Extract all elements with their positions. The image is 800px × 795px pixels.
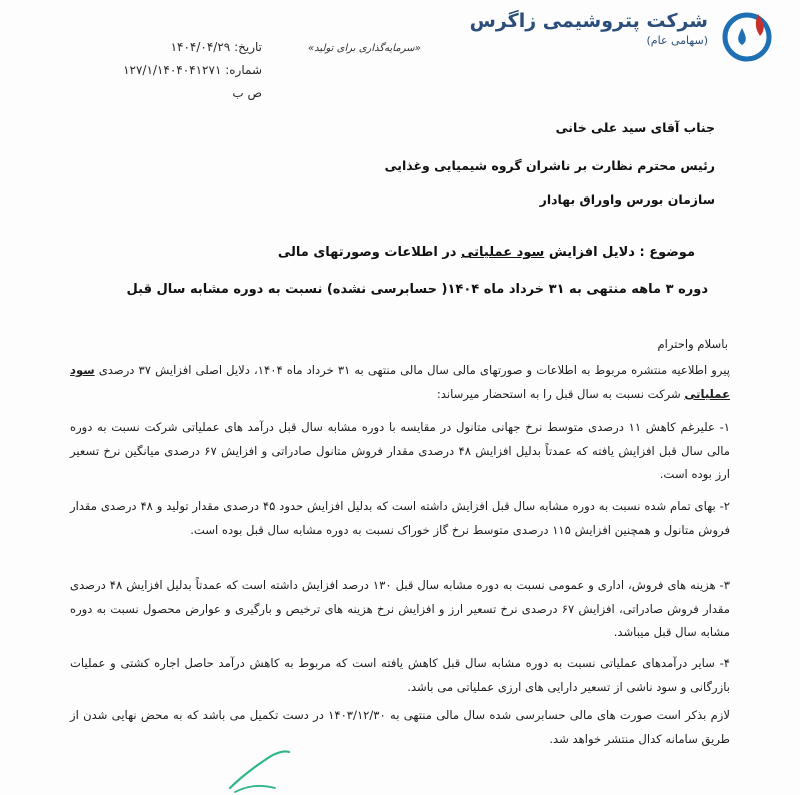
- letter-meta: [112, 36, 262, 105]
- intro-text-1: پیرو اطلاعیه منتشره مربوط به اطلاعات و صورتهای مالی سال مالی منتهی به ۳۱ خرداد ماه ۱۴۰۴، دلایل اصلی افزایش ۳۷ درصدی: [98, 363, 731, 377]
- slogan: «سرمایه‌گذاری برای تولید»: [308, 43, 421, 54]
- intro-paragraph: [70, 359, 730, 406]
- intro-bold: سود عملیاتی: [70, 363, 730, 401]
- company-type: (سهامی عام): [646, 34, 708, 47]
- subject-underlined: سود عملیاتی: [461, 245, 545, 260]
- number-line: [112, 59, 262, 105]
- reason-item-4: ۴- سایر درآمدهای عملیاتی نسبت به دوره مشابه سال قبل کاهش یافته است که مربوط به کاهش درآمد حاصل اجاره کشتی و عملیات بازرگانی و سود ناشی از تسعیر دارایی های ارزی عملیاتی می باشد.: [70, 656, 730, 694]
- company-name: شرکت پتروشیمی زاگرس: [469, 10, 708, 32]
- subject-line: [278, 245, 695, 260]
- reason-item-3: ۳- هزینه های فروش، اداری و عمومی نسبت به دوره مشابه سال قبل ۱۳۰ درصد افزایش داشته است که عمدتاً بدلیل افزایش ۴۸ درصدی مقدار فروش صادراتی، افزایش ۶۷ درصدی نرخ تسعیر ارز و افزایش نرخ هزینه های ترخیص و بارگیری و عوارض محصول نسبت به دوره مشابه سال قبل میباشد.: [70, 578, 730, 639]
- subject-prefix: موضوع : دلایل افزایش: [548, 245, 695, 260]
- subject-suffix: در اطلاعات وصورتهای مالی: [277, 245, 457, 260]
- closing-paragraph: لازم بذکر است صورت های مالی حسابرسی شده سال مالی منتهی به ۱۴۰۳/۱۲/۳۰ در دست تکمیل می باشد که به محض نهایی شدن از طریق سامانه کدال منتشر خواهد شد.: [70, 708, 730, 746]
- date-line: [112, 36, 262, 59]
- signature-scribble: [225, 748, 295, 795]
- date-label: تاریخ:: [234, 40, 262, 54]
- recipient-title: رئیس محترم نظارت بر ناشران گروه شیمیایی وغذایی: [384, 158, 715, 173]
- number-value: ۱۲۷/۱/۱۴۰۴۰۴۱۲۷۱ ص ب: [123, 63, 262, 100]
- greeting: باسلام واحترام: [657, 337, 728, 351]
- reason-item-2: ۲- بهای تمام شده نسبت به دوره مشابه سال قبل افزایش داشته است که بدلیل افزایش حدود ۴۵ درصدی مقدار تولید و ۴۸ درصدی مقدار فروش متانول و همچنین افزایش ۱۱۵ درصدی متوسط نرخ گاز خوراک نسبت به دوره مشابه سال قبل بوده است.: [70, 499, 730, 537]
- recipient-name: جناب آقای سید علی خانی: [555, 120, 715, 135]
- company-logo: [718, 6, 776, 64]
- recipient-org: سازمان بورس واوراق بهادار: [539, 192, 715, 207]
- company-header: [470, 10, 708, 47]
- date-value: ۱۴۰۴/۰۴/۲۹: [170, 40, 231, 54]
- number-label: شماره:: [225, 63, 262, 77]
- reason-item-1: ۱- علیرغم کاهش ۱۱ درصدی متوسط نرخ جهانی متانول در مقایسه با دوره مشابه سال قبل درآمد های عملیاتی شرکت نسبت به دوره مالی سال قبل افزایش یافته که عمدتاً بدلیل افزایش ۴۸ درصدی مقدار فروش متانول صادراتی و افزایش ۶۷ درصدی میانگین نرخ تسعیر ارز بوده است.: [70, 420, 730, 481]
- intro-text-2: شرکت نسبت به سال قبل را به استحضار میرساند:: [436, 386, 681, 401]
- subject-period: دوره ۳ ماهه منتهی به ۳۱ خرداد ماه ۱۴۰۴( حسابرسی نشده) نسبت به دوره مشابه سال قبل: [126, 282, 708, 297]
